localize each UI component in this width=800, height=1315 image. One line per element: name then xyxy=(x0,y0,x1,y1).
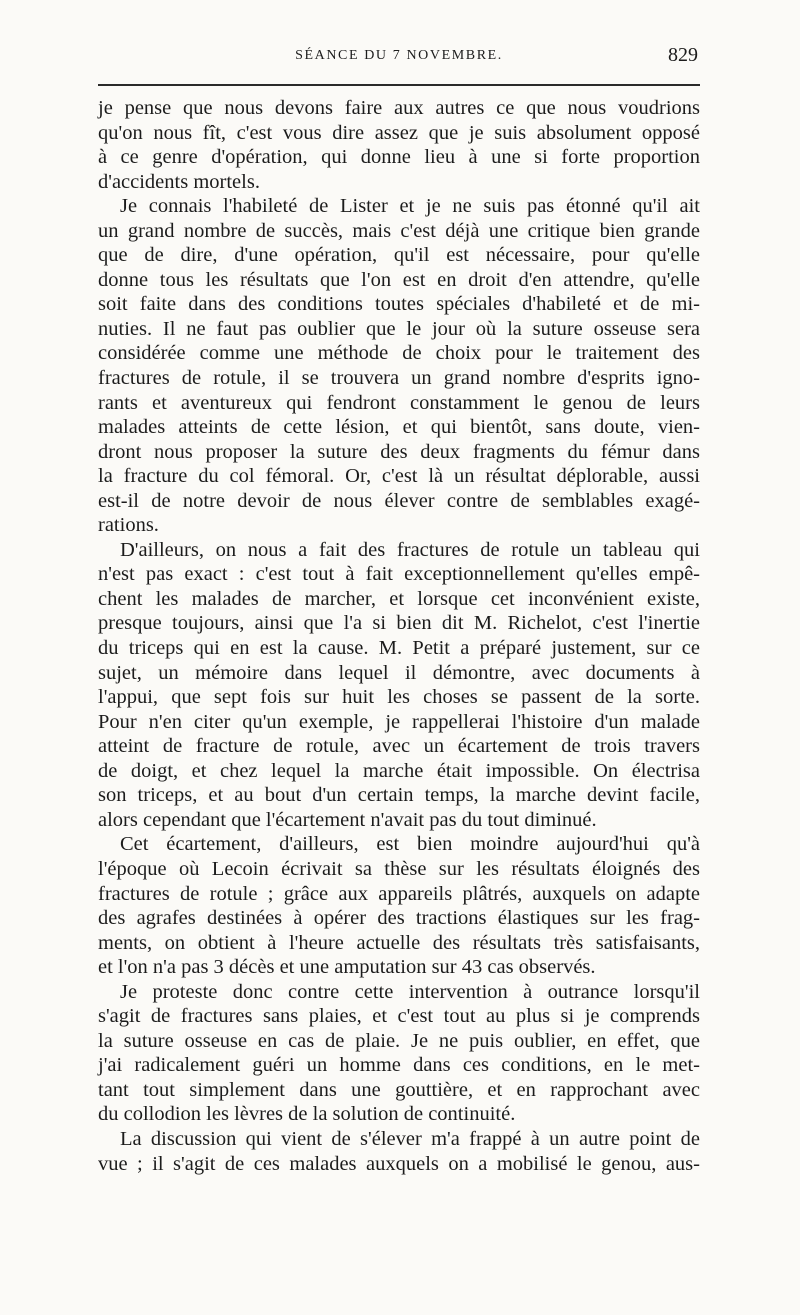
text-line: Pour n'en citer qu'un exemple, je rappellerai l'histoire d'un malade xyxy=(98,710,700,733)
text-line: n'est pas exact : c'est tout à fait exceptionnellement qu'elles empê- xyxy=(98,563,700,586)
paragraph-start: Cet écartement, d'ailleurs, est bien moindre aujourd'hui qu'à xyxy=(120,833,700,856)
text-line: d'accidents mortels. xyxy=(98,170,260,193)
paragraph-start: La discussion qui vient de s'élever m'a frappé à un autre point de xyxy=(120,1127,700,1150)
text-line: des agrafes destinées à opérer des tractions élastiques sur les frag- xyxy=(98,907,700,930)
paragraph-start: D'ailleurs, on nous a fait des fractures de rotule un tableau qui xyxy=(120,538,700,561)
page-header xyxy=(98,44,700,86)
text-line: est-il de notre devoir de nous élever contre de semblables exagé- xyxy=(98,489,700,512)
text-line: l'époque où Lecoin écrivait sa thèse sur les résultats éloignés des xyxy=(98,857,700,880)
text-line: fractures de rotule, il se trouvera un grand nombre d'esprits igno- xyxy=(98,367,700,390)
text-line: ments, on obtient à l'heure actuelle des résultats très satisfaisants, xyxy=(98,931,700,954)
text-line: qu'on nous fît, c'est vous dire assez que je suis absolument opposé xyxy=(98,121,700,144)
text-line: rants et aventureux qui fendront constamment le genou de leurs xyxy=(98,391,700,414)
paragraph-start: Je proteste donc contre cette intervention à outrance lorsqu'il xyxy=(120,980,700,1003)
text-line: la fracture du col fémoral. Or, c'est là un résultat déplorable, aussi xyxy=(98,465,700,488)
text-line: la suture osseuse en cas de plaie. Je ne puis oublier, en effet, que xyxy=(98,1029,700,1052)
running-title: SÉANCE DU 7 NOVEMBRE. xyxy=(295,48,503,63)
text-line: considérée comme une méthode de choix pour le traitement des xyxy=(98,342,700,365)
page-number: 829 xyxy=(668,44,698,66)
text-line: et l'on n'a pas 3 décès et une amputation sur 43 cas observés. xyxy=(98,956,596,979)
text-line: dront nous proposer la suture des deux fragments du fémur dans xyxy=(98,440,700,463)
text-line: malades atteints de cette lésion, et qui bientôt, sans doute, vien- xyxy=(98,416,700,439)
paragraph-start: Je connais l'habileté de Lister et je ne suis pas étonné qu'il ait xyxy=(120,195,700,218)
text-line: nuties. Il ne faut pas oublier que le jour où la suture osseuse sera xyxy=(98,317,700,340)
text-line: atteint de fracture de rotule, avec un écartement de trois travers xyxy=(98,735,700,758)
text-line: j'ai radicalement guéri un homme dans ces conditions, en le met- xyxy=(98,1054,700,1077)
text-line: donne tous les résultats que l'on est en droit d'en attendre, qu'elle xyxy=(98,268,700,291)
text-line: soit faite dans des conditions toutes spéciales d'habileté et de mi- xyxy=(98,293,700,316)
text-line: fractures de rotule ; grâce aux appareils plâtrés, auxquels on adapte xyxy=(98,882,700,905)
text-line: du triceps qui en est la cause. M. Petit a préparé justement, sur ce xyxy=(98,637,700,660)
text-line: de doigt, et chez lequel la marche était impossible. On électrisa xyxy=(98,759,700,782)
text-line: rations. xyxy=(98,514,159,537)
text-line: que de dire, d'une opération, qu'il est nécessaire, pour qu'elle xyxy=(98,244,700,267)
body-text xyxy=(98,96,700,1176)
text-line: sujet, un mémoire dans lequel il démontre, avec documents à xyxy=(98,661,700,684)
text-line: s'agit de fractures sans plaies, et c'est tout au plus si je comprends xyxy=(98,1005,700,1028)
text-line: chent les malades de marcher, et lorsque cet inconvénient existe, xyxy=(98,587,700,610)
text-line: alors cependant que l'écartement n'avait pas du tout diminué. xyxy=(98,808,597,831)
text-line: presque toujours, ainsi que l'a si bien dit M. Richelot, c'est l'inertie xyxy=(98,612,700,635)
text-line: l'appui, que sept fois sur huit les choses se passent de la sorte. xyxy=(98,686,700,709)
text-line: je pense que nous devons faire aux autres ce que nous voudrions xyxy=(98,97,700,119)
text-line: un grand nombre de succès, mais c'est déjà une critique bien grande xyxy=(98,219,700,242)
text-line: vue ; il s'agit de ces malades auxquels on a mobilisé le genou, aus- xyxy=(98,1152,700,1175)
text-line: à ce genre d'opération, qui donne lieu à une si forte proportion xyxy=(98,146,700,169)
text-line: tant tout simplement dans une gouttière, et en rapprochant avec xyxy=(98,1078,700,1101)
text-line: son triceps, et au bout d'un certain temps, la marche devint facile, xyxy=(98,784,700,807)
text-line: du collodion les lèvres de la solution de continuité. xyxy=(98,1103,516,1126)
